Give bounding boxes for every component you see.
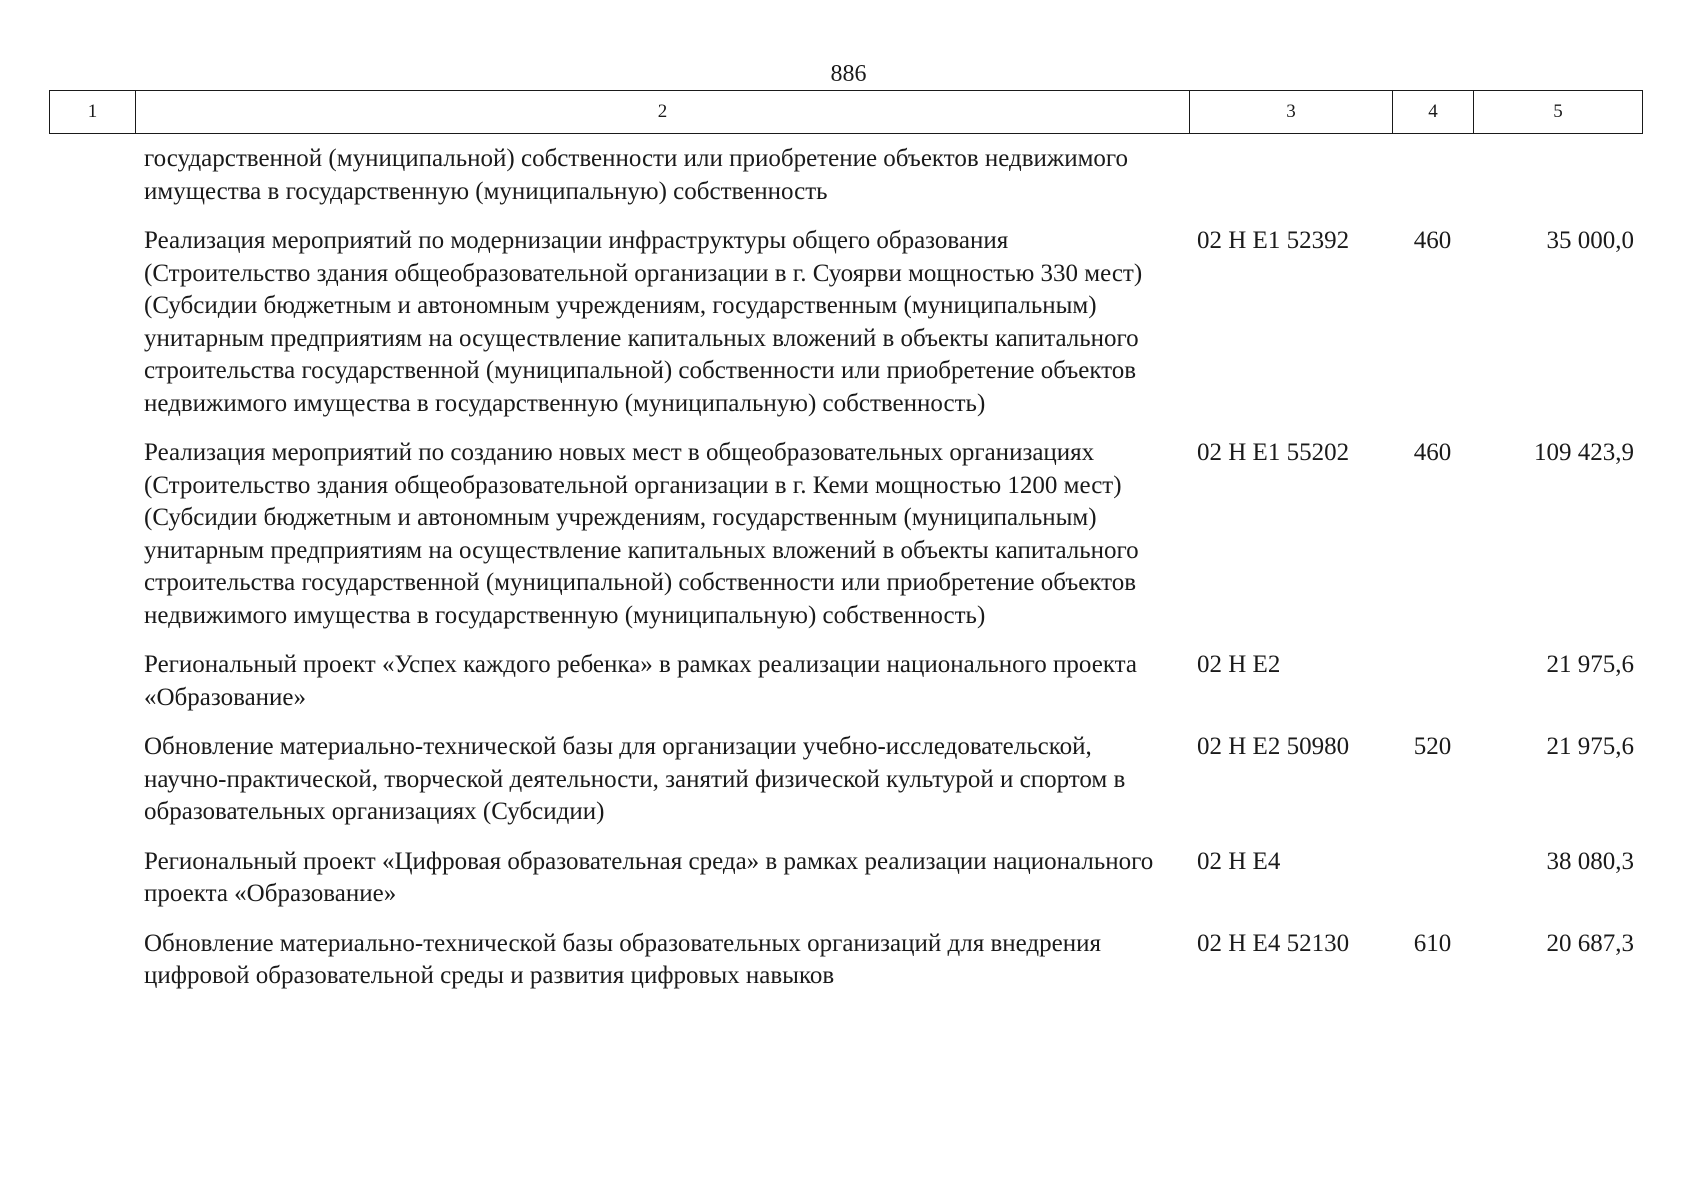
column-header-1: 1 [50, 91, 136, 134]
row-expense-type [1392, 846, 1473, 928]
row-code: 02 Н Е4 [1197, 847, 1281, 875]
row-expense-type: 460 [1413, 227, 1452, 254]
row-sum: 21 975,6 [1546, 733, 1634, 760]
row-sum: 35 000,0 [1546, 227, 1634, 254]
row-expense-type: 610 [1413, 929, 1452, 957]
page-number: 886 [830, 61, 867, 87]
table-row [49, 143, 1642, 225]
row-name: Обновление материально-технической базы для организации учебно-исследовательской, научно-практической, творческой деятельности, занятий физической культурой и спортом в образовательных организациях (Субсидии) [144, 733, 1126, 825]
row-expense-type: 520 [1413, 733, 1452, 760]
column-header-4: 4 [1393, 91, 1474, 134]
table-row [49, 731, 1642, 846]
row-sum [1473, 143, 1642, 225]
row-name: Обновление материально-технической базы образовательных организаций для внедрения цифровой образовательной среды и развития цифровых навыков [144, 929, 1102, 989]
table-row [49, 225, 1642, 437]
column-header-table [49, 90, 1643, 134]
row-name: Региональный проект «Цифровая образовательная среда» в рамках реализации национального проекта «Образование» [144, 847, 1154, 907]
column-header-5: 5 [1474, 91, 1643, 134]
row-name: Реализация мероприятий по модернизации инфраструктуры общего образования (Строительство здания общеобразовательной организации в г. Суоярви мощностью 330 мест) (Субсидии бюджетным и автономным учреждениям, государственным (муниципальным) унитарным предприятиям на осуществление капитальных вложений в объекты капитального строительства государственной (муниципальной) собственности или приобретение объектов недвижимого имущества в государственную (муниципальную) собственность) [144, 227, 1143, 417]
row-code: 02 Н Е2 50980 [1197, 733, 1350, 760]
row-name: государственной (муниципальной) собственности или приобретение объектов недвижимого имущества в государственную (муниципальную) собственность [144, 145, 1129, 205]
row-code: 02 Н Е4 52130 [1197, 929, 1350, 957]
row-code: 02 Н Е1 52392 [1197, 227, 1350, 254]
row-code [1189, 143, 1392, 225]
table-row [49, 437, 1642, 649]
column-header-row [50, 91, 1643, 134]
row-expense-type: 460 [1413, 439, 1452, 466]
table-row [49, 649, 1642, 731]
column-header-2: 2 [136, 91, 1190, 134]
row-code: 02 Н Е2 [1197, 651, 1281, 678]
row-sum: 38 080,3 [1546, 847, 1634, 875]
table-row [49, 928, 1642, 1010]
row-expense-type [1392, 649, 1473, 731]
row-code: 02 Н Е1 55202 [1197, 439, 1350, 466]
table-row [49, 846, 1642, 928]
column-header-3: 3 [1190, 91, 1393, 134]
row-sum: 21 975,6 [1546, 651, 1634, 678]
row-name: Региональный проект «Успех каждого ребенка» в рамках реализации национального проекта «Образование» [144, 651, 1137, 711]
budget-table [49, 143, 1642, 1010]
row-expense-type [1392, 143, 1473, 225]
row-name: Реализация мероприятий по созданию новых мест в общеобразовательных организациях (Строительство здания общеобразовательной организации в г. Кеми мощностью 1200 мест) (Субсидии бюджетным и автономным учреждениям, государственным (муниципальным) унитарным предприятиям на осуществление капитальных вложений в объекты капитального строительства государственной (муниципальной) собственности или приобретение объектов недвижимого имущества в государственную (муниципальную) собственность) [144, 439, 1139, 629]
row-sum: 20 687,3 [1546, 929, 1634, 957]
row-sum: 109 423,9 [1534, 439, 1634, 466]
